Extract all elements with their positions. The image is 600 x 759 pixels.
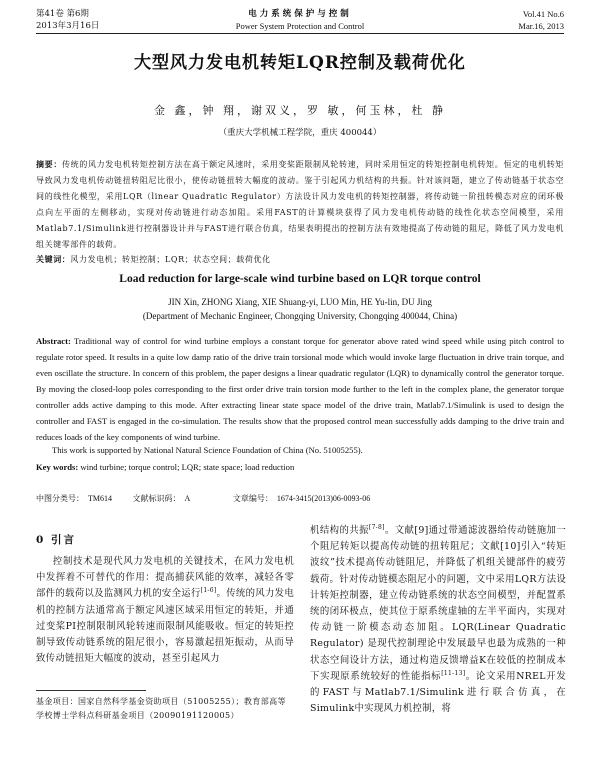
header-vol-no: Vol.41 No.6 (522, 9, 564, 19)
intro-right-text-2: 。文献[9]通过带通滤波器给传动链施加一个阻尼转矩以提高传动链的扭转阻尼；文献[10]引入“转矩波纹”技术提高传动链阻尼，并降低了机组关键部件的疲劳载荷。针对传动链模态阻尼小的问题，文中采用LQR方法设计转矩控制器，建立传动链系统的状态空间模型，并配置系统的闭环极点，使其位于原系统虚轴的左半平面内，实现对传动链一阶模态动态加阻。LQR(Linear Quadratic Regulator) 是现代控制理论中发展最早也最为成熟的一种状态空间设计方法，通过构造反馈增益K在较低的控制成本下实现原系统较好的性能指标 (310, 525, 566, 682)
section-heading: 0 引言 (36, 534, 76, 546)
art-value: 1674-3415(2013)06-0093-06 (276, 494, 371, 503)
intro-right-text-1: 机结构的共振 (310, 525, 369, 536)
header-rule (36, 33, 564, 34)
page-header (36, 8, 564, 36)
clc-label: 中图分类号： (36, 494, 84, 503)
keywords-cn-label: 关键词： (36, 254, 71, 264)
abstract-en (36, 333, 564, 445)
classification-line (36, 493, 564, 504)
paper-title: 大型风力发电机转矩LQR控制及载荷优化 (134, 53, 466, 73)
header-date: 2013年3月16日 (36, 21, 100, 31)
abstract-cn-label: 摘要： (36, 159, 62, 169)
affiliation-en: (Department of Mechanic Engineer, Chongqing University, Chongqing 400044, China) (142, 311, 458, 321)
affiliation: （重庆大学机械工程学院，重庆 400044） (218, 128, 382, 138)
intro-right-text-3: 。论文采用NREL开发的FAST与Matlab7.1/Simulink进行联合仿真，在Simulink中实现风力机控制，将 (310, 670, 566, 715)
footnote: 基金项目：国家自然科学基金资助项目（51005255）；教育部高等学校博士学科点科研基金项目（20090191120005） (36, 697, 286, 720)
art-label: 文章编号： (232, 494, 273, 503)
fund-en: This work is supported by National Natural Science Foundation of China (No. 51005255). (52, 445, 363, 455)
keywords-cn-text: 风力发电机；转矩控制；LQR；状态空间；载荷优化 (70, 255, 271, 264)
doc-label: 文献标识码： (132, 494, 181, 503)
clc-value: TM614 (88, 494, 112, 503)
intro-left-text-2: 。传统的风力发电机的控制方法通常高于额定风速区域采用恒定的转矩，并通过变桨PI控制限制风轮转速而限制风能吸收。恒定的转矩控制导致传动链系统的阻尼很小，容易激起扭矩振动，从而导致传动链扭矩大幅度的波动，甚至引起风力 (36, 588, 295, 665)
keywords-en (36, 460, 564, 474)
keywords-en-label: Key words: (36, 462, 79, 472)
abstract-en-label: Abstract: (36, 336, 71, 346)
abstract-cn (36, 156, 564, 253)
footnote-rule (36, 690, 146, 691)
abstract-en-text: Traditional way of control for wind turbine employs a constant torque for generator above rated wind speed while using pitch control to regulate rotor speed. It results in a quite low damp ratio of the drive train torsional mode which would invoke large fluctuation in drive train torque, and even oscillate the structure. In concern of this problem, the paper designs a linear quadratic regulator (LQR) to dynamically control the generator torque. By moving the closed-loop poles corresponding to the first order drive train torsion mode further to the left in the complex plane, the generator torque controller adds active damping to this mode. After extracting linear state space model of the drive train, Matlab7.1/Simulink is used to design the controller and FAST is engaged in the co-simulation. The results show that the proposed control mean successfully adds damping to the drive train and reduces loads of the key components of wind turbine. (36, 336, 564, 442)
intro-right-paragraph (310, 523, 566, 717)
header-volume: 第41卷 第6期 (36, 9, 89, 19)
authors-en: JIN Xin, ZHONG Xiang, XIE Shuang-yi, LUO Min, HE Yu-lin, DU Jing (168, 297, 432, 307)
doc-value: A (184, 494, 191, 503)
citation-7-8: [7-8] (368, 523, 385, 531)
intro-left-text: 控制技术是现代风力发电机的关键技术，在风力发电机中发挥着不可替代的作用：提高捕获风能的效率，减轻各零部件的载荷以及监测风力机的安全运行 (36, 556, 294, 600)
intro-left-paragraph (36, 554, 294, 667)
abstract-cn-text: 传统的风力发电机转矩控制方法在高于额定风速时，采用变桨距限制风轮转速，同时采用恒定的转矩控制电机转矩。恒定的电机转矩导致风力发电机传动链扭转阻尼比很小，使传动链扭转大幅度的波动。鉴于引起风力机结构的共振。针对该问题，建立了传动链基于状态空间的线性化模型，采用LQR（linear Quadratic Regulator）方法设计风力发电机的转矩控制器，将传动链一阶扭转模态对应的闭环极点向左平面的左侧移动，实现对传动链进行动态加阻。采用FAST的计算模块获得了风力发电机传动链的线性化状态空间模型，采用Matlab7.1/Simulink进行控制器设计并与FAST进行联合仿真，结果表明提出的控制方法有效地提高了传动链的阻尼，降低了风力发电机组关键零部件的载荷。 (36, 160, 564, 249)
header-journal (36, 8, 564, 32)
keywords-en-text: wind turbine; torque control; LQR; state space; load reduction (80, 462, 295, 472)
keywords-cn (36, 252, 564, 267)
citation-11-13: [11-13] (441, 669, 466, 677)
header-date-en: Mar.16, 2013 (518, 21, 564, 31)
title-en: Load reduction for large-scale wind turbine based on LQR torque control (119, 273, 481, 285)
journal-name-en: Power System Protection and Control (235, 21, 365, 31)
citation-1-6: [1-6] (200, 587, 217, 595)
journal-name-cn: 电力系统保护与控制 (248, 9, 352, 19)
author-list: 金 鑫，钟 翔，谢双义，罗 敏，何玉林，杜 静 (154, 104, 446, 117)
header-volume-en (518, 8, 564, 32)
